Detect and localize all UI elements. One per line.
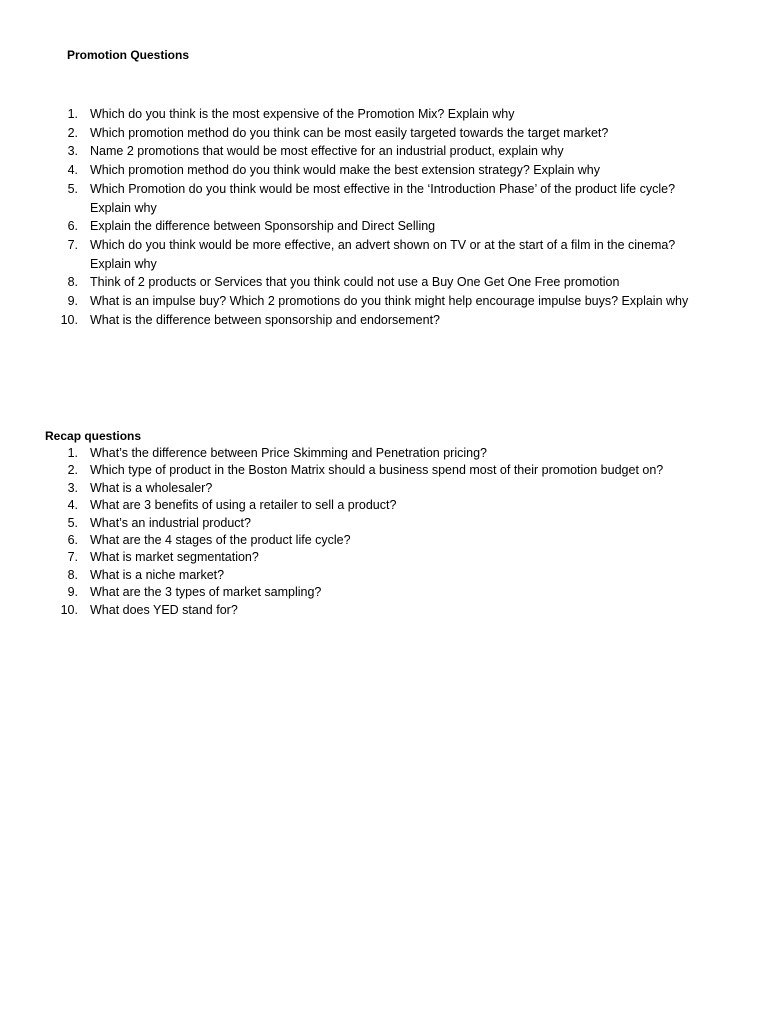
- item-number: 7.: [67, 550, 78, 565]
- item-text: What are 3 benefits of using a retailer to sell a product?: [90, 498, 397, 513]
- item-text: Explain the difference between Sponsorship and Direct Selling: [90, 219, 436, 234]
- recap-questions-heading: Recap questions: [45, 429, 142, 443]
- list-item: [0, 602, 768, 619]
- item-text: Think of 2 products or Services that you think could not use a Buy One Get One Free promotion: [90, 275, 620, 290]
- item-number: 9.: [67, 585, 78, 600]
- item-number: 4.: [67, 163, 78, 178]
- item-number: 2.: [67, 125, 78, 140]
- list-item: [0, 292, 768, 311]
- item-text: Which type of product in the Boston Matrix should a business spend most of their promotion budget on?: [90, 463, 664, 478]
- item-number: 10.: [60, 312, 78, 327]
- list-item: [0, 567, 768, 584]
- item-text: What’s an industrial product?: [90, 515, 251, 530]
- list-item: [0, 445, 768, 462]
- item-text: What is a wholesaler?: [90, 480, 213, 495]
- item-number: 6.: [67, 219, 78, 234]
- item-text: Which Promotion do you think would be most effective in the ‘Introduction Phase’ of the product life cycle? Explain why: [90, 181, 676, 215]
- item-text: What is the difference between sponsorship and endorsement?: [90, 312, 440, 327]
- item-number: 2.: [67, 463, 78, 478]
- list-item: [0, 515, 768, 532]
- list-item: [0, 142, 768, 161]
- item-text: What are the 4 stages of the product life cycle?: [90, 533, 351, 548]
- item-number: 5.: [67, 515, 78, 530]
- list-item: [0, 161, 768, 180]
- list-item: [0, 549, 768, 566]
- item-number: 9.: [67, 294, 78, 309]
- list-item: [0, 497, 768, 514]
- item-text: Which promotion method do you think can be most easily targeted towards the target market?: [90, 125, 609, 140]
- item-text: Which promotion method do you think would make the best extension strategy? Explain why: [90, 163, 600, 178]
- item-number: 1.: [67, 107, 78, 121]
- item-text: What is an impulse buy? Which 2 promotions do you think might help encourage impulse buys? Explain why: [90, 294, 689, 309]
- item-number: 3.: [67, 144, 78, 159]
- item-text: What’s the difference between Price Skimming and Penetration pricing?: [90, 446, 487, 460]
- item-number: 7.: [67, 237, 78, 252]
- promotion-questions-list: [0, 105, 768, 329]
- promotion-questions-heading: Promotion Questions: [67, 48, 190, 62]
- list-item: [0, 462, 768, 479]
- list-item: [0, 217, 768, 236]
- list-item: [0, 480, 768, 497]
- item-number: 5.: [67, 181, 78, 196]
- item-number: 6.: [67, 533, 78, 548]
- item-number: 8.: [67, 567, 78, 582]
- item-text: Which do you think would be more effective, an advert shown on TV or at the start of a film in the cinema? Explain why: [90, 237, 676, 271]
- item-text: What is a niche market?: [90, 567, 225, 582]
- list-item: [0, 273, 768, 292]
- item-number: 4.: [67, 498, 78, 513]
- item-number: 3.: [67, 480, 78, 495]
- item-number: 8.: [67, 275, 78, 290]
- recap-questions-list: [0, 445, 768, 619]
- item-number: 1.: [67, 446, 78, 460]
- list-item: [0, 311, 768, 330]
- list-item: [0, 124, 768, 143]
- list-item: [0, 236, 768, 273]
- list-item: [0, 584, 768, 601]
- list-item: [0, 180, 768, 217]
- item-number: 10.: [60, 602, 78, 617]
- list-item: [0, 105, 768, 124]
- item-text: What does YED stand for?: [90, 602, 238, 617]
- item-text: Name 2 promotions that would be most effective for an industrial product, explain why: [90, 144, 564, 159]
- item-text: What is market segmentation?: [90, 550, 259, 565]
- item-text: Which do you think is the most expensive of the Promotion Mix? Explain why: [90, 107, 515, 121]
- list-item: [0, 532, 768, 549]
- item-text: What are the 3 types of market sampling?: [90, 585, 322, 600]
